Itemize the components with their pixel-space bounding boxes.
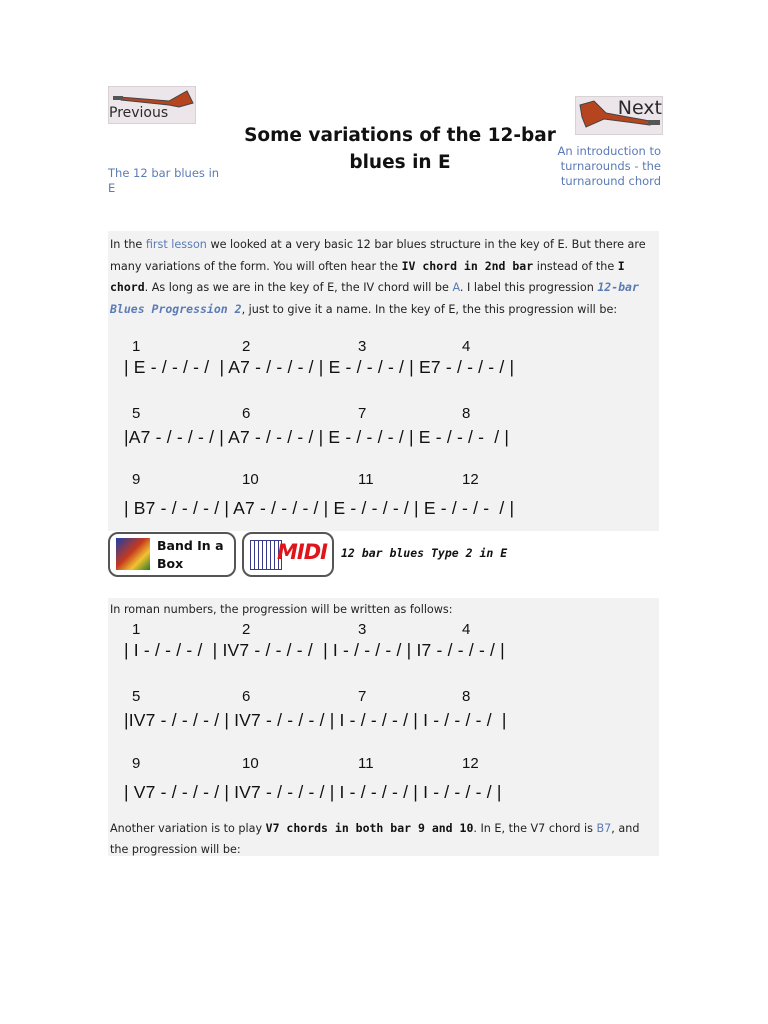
variation-bold: V7 chords in both bar 9 and 10	[265, 821, 474, 835]
intro-text: instead of the	[533, 259, 618, 273]
page-title: Some variations of the 12-bar blues in E	[244, 125, 556, 173]
bar-number: 2	[242, 338, 251, 355]
previous-image-text: Previous	[109, 105, 169, 121]
progression-panel-roman	[108, 598, 659, 856]
bar-number: 9	[132, 755, 141, 772]
bar-number: 7	[358, 688, 367, 705]
band-in-a-box-icon	[116, 538, 150, 570]
bar-number: 3	[358, 621, 367, 638]
chord-row: | B7 - / - / - / | A7 - / - / - / | E - / - / - / | E - / - / - / |	[124, 498, 515, 518]
intro-text: In the	[110, 238, 146, 251]
variation-text: , and the progression will be:	[110, 822, 640, 856]
intro-bold: IV chord in 2nd bar	[401, 258, 534, 273]
variation-paragraph	[110, 818, 658, 860]
midi-button[interactable]	[242, 532, 334, 577]
bar-number: 10	[242, 755, 259, 772]
intro-text: we looked at a very basic 12 bar blues structure in the key of E. But there are many variations of the form. You will often hear the	[110, 238, 646, 273]
bar-number: 1	[132, 621, 141, 638]
chord-row: |IV7 - / - / - / | IV7 - / - / - / | I - / - / - / | I - / - / - / |	[124, 710, 507, 730]
bar-number: 1	[132, 338, 141, 355]
band-in-a-box-button[interactable]	[108, 532, 236, 577]
bar-number: 11	[358, 471, 374, 488]
intro-bold: I chord	[110, 258, 625, 294]
next-lesson-link[interactable]: An introduction to turnarounds - the turnaround chord	[557, 144, 661, 188]
variation-text: Another variation is to play	[110, 822, 266, 835]
intro-text: . I label this progression	[459, 281, 598, 294]
midi-caption: 12 bar blues Type 2 in E	[341, 546, 508, 560]
previous-guitar-image[interactable]	[108, 86, 196, 124]
intro-paragraph	[110, 235, 658, 320]
b7-chord-link[interactable]: B7	[596, 822, 612, 835]
progression-panel-e	[108, 231, 659, 531]
roman-intro: In roman numbers, the progression will be written as follows:	[110, 603, 453, 616]
next-guitar-image[interactable]	[575, 96, 663, 135]
first-lesson-link[interactable]: first lesson	[145, 238, 207, 251]
a-chord-link[interactable]: A	[452, 281, 460, 294]
band-in-a-box-label: Band In a Box	[157, 538, 224, 571]
bar-number: 3	[358, 338, 367, 355]
bar-number: 10	[242, 471, 259, 488]
bar-number: 7	[358, 405, 367, 422]
bar-number: 4	[462, 621, 471, 638]
bar-number: 6	[242, 688, 251, 705]
next-image-text: Next	[617, 97, 662, 119]
previous-lesson-link[interactable]: The 12 bar blues in E	[108, 166, 220, 195]
bar-number: 5	[132, 688, 141, 705]
variation-text: . In E, the V7 chord is	[473, 822, 597, 835]
chord-row: | V7 - / - / - / | IV7 - / - / - / | I - / - / - / | I - / - / - / |	[124, 782, 502, 802]
bar-number: 8	[462, 405, 471, 422]
chord-row: | E - / - / - / | A7 - / - / - / | E - / - / - / | E7 - / - / - / |	[124, 357, 515, 377]
bar-number: 11	[358, 755, 374, 772]
bar-number: 4	[462, 338, 471, 355]
chord-row: | I - / - / - / | IV7 - / - / - / | I - / - / - / | I7 - / - / - / |	[124, 640, 505, 660]
bar-number: 5	[132, 405, 141, 422]
chord-row: |A7 - / - / - / | A7 - / - / - / | E - / - / - / | E - / - / - / |	[124, 427, 510, 447]
bar-number: 12	[462, 471, 479, 488]
bar-number: 8	[462, 688, 471, 705]
intro-text: . As long as we are in the key of E, the IV chord will be	[144, 281, 453, 294]
bar-number: 2	[242, 621, 251, 638]
progression-name: 12-bar Blues Progression 2	[110, 280, 639, 316]
bar-number: 9	[132, 471, 141, 488]
midi-label: MIDI	[277, 540, 327, 564]
bar-number: 12	[462, 755, 479, 772]
bar-number: 6	[242, 405, 251, 422]
intro-text: , just to give it a name. In the key of E, the this progression will be:	[241, 302, 618, 316]
